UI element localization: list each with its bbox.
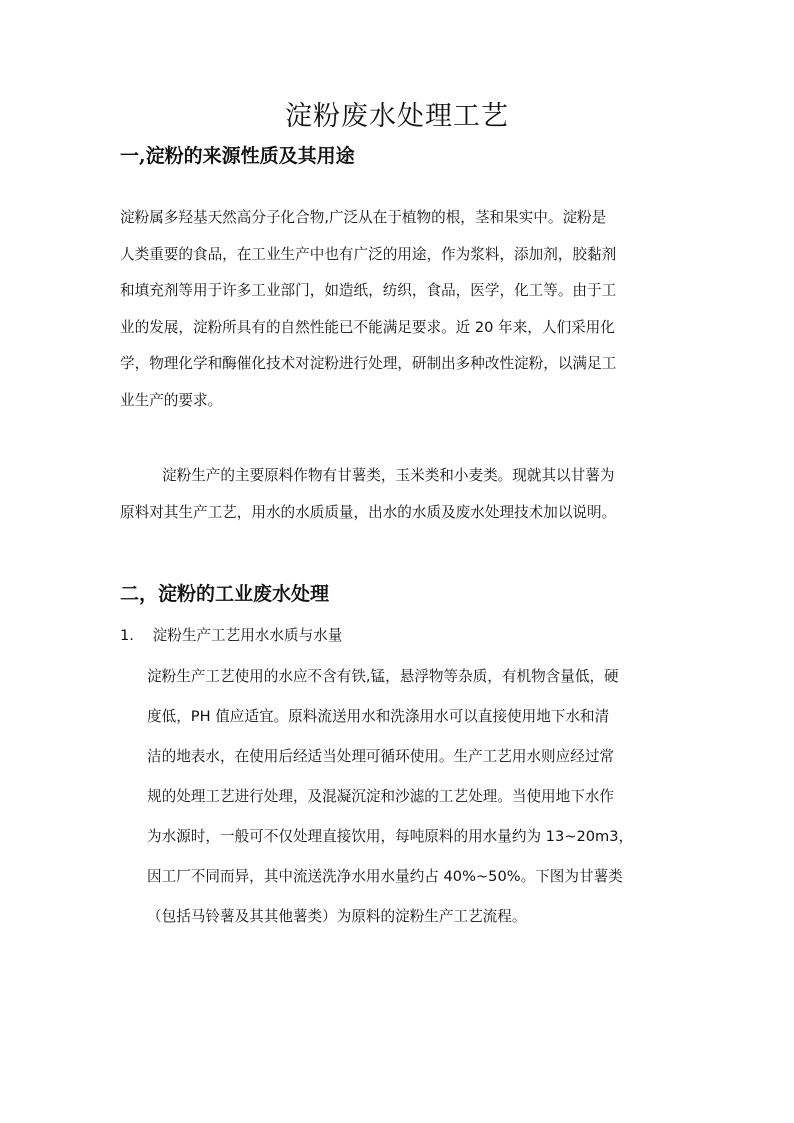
section1-paragraph-1 <box>120 200 680 419</box>
paragraph-line: 为水源时，一般可不仅处理直接饮用，每吨原料的用水量约为 13~20m3， <box>147 828 634 845</box>
paragraph-line: 因工厂不同而异，其中流送洗净水用水量约占 40%~50%。下图为甘薯类 <box>147 868 623 885</box>
paragraph-line: 人类重要的食品，在工业生产中也有广泛的用途，作为浆料，添加剂，胶黏剂 <box>120 245 617 263</box>
paragraph-line: 学，物理化学和酶催化技术对淀粉进行处理，研制出多种改性淀粉，以满足工 <box>120 355 617 372</box>
paragraph-line: （包括马铃薯及其其他薯类）为原料的淀粉生产工艺流程。 <box>147 908 527 925</box>
paragraph-line: 淀粉生产工艺使用的水应不含有铁,锰，悬浮物等杂质，有机物含量低，硬 <box>147 668 619 685</box>
section2-item1-paragraph <box>147 657 687 937</box>
paragraph-line: 淀粉属多羟基天然高分子化合物,广泛从在于植物的根，茎和果实中。淀粉是 <box>120 209 607 226</box>
paragraph-line: 业的发展，淀粉所具有的自然性能已不能满足要求。近 20 年来，人们采用化 <box>120 318 615 336</box>
paragraph-line: 度低，PH 值应适宜。原料流送用水和洗涤用水可以直接使用地下水和清 <box>147 708 610 725</box>
paragraph-line: 洁的地表水，在使用后经适当处理可循环使用。生产工艺用水则应经过常 <box>147 748 615 765</box>
paragraph-line: 业生产的要求。 <box>120 391 223 409</box>
section1-paragraph-2 <box>120 458 680 531</box>
paragraph-line: 和填充剂等用于许多工业部门，如造纸，纺织，食品，医学，化工等。由于工 <box>120 282 617 299</box>
list-item-title: 淀粉生产工艺用水水质与水量 <box>152 627 343 644</box>
section-heading-2: 二，淀粉的工业废水处理 <box>120 583 330 605</box>
list-item-number: 1. <box>120 627 134 644</box>
list-item-1 <box>120 622 342 650</box>
paragraph-line: 规的处理工艺进行处理，及混凝沉淀和沙滤的工艺处理。当使用地下水作 <box>147 788 615 805</box>
section-heading-1: 一,淀粉的来源性质及其用途 <box>120 145 355 167</box>
paragraph-line: 原料对其生产工艺，用水的水质质量，出水的水质及废水处理技术加以说明。 <box>120 503 617 521</box>
paragraph-line: 淀粉生产的主要原料作物有甘薯类，玉米类和小麦类。现就其以甘薯为 <box>162 467 615 484</box>
document-title: 淀粉废水处理工艺 <box>285 101 509 132</box>
